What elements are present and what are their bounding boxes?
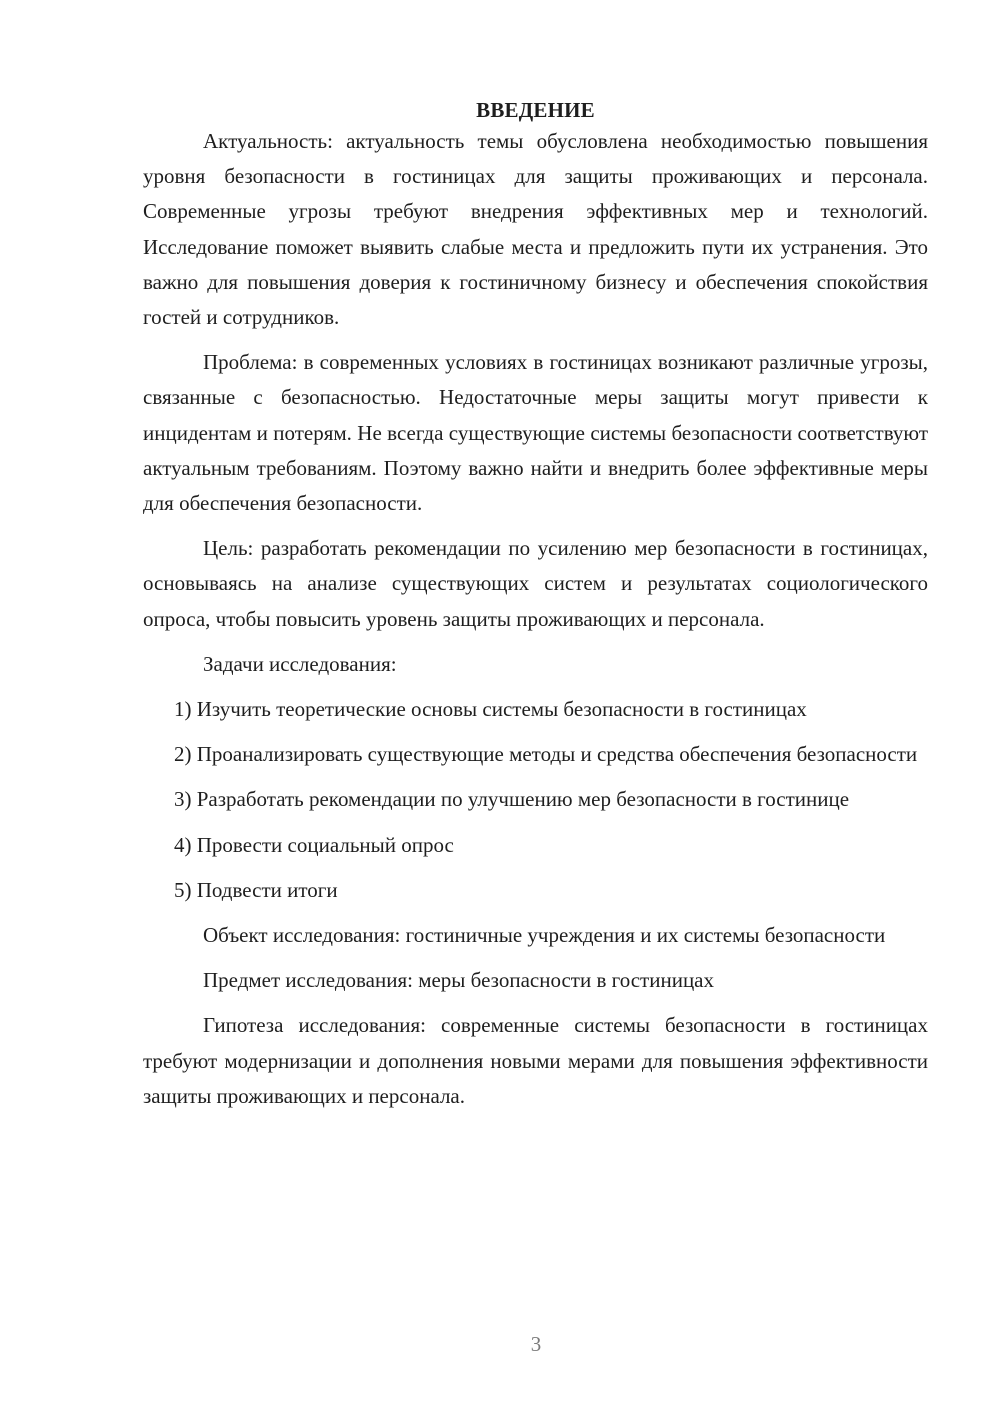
subject-paragraph: Предмет исследования: меры безопасности в гостиницах xyxy=(203,968,715,993)
page-title: ВВЕДЕНИЕ xyxy=(476,98,595,122)
task-item-4: 4) Провести социальный опрос xyxy=(174,832,454,857)
hypothesis-paragraph: Гипотеза исследования: современные системы безопасности в гостиницах требуют модернизации и дополнения новыми мерами для повышения эффективности защиты проживающих и персонала. xyxy=(143,1013,928,1108)
page-number: 3 xyxy=(530,1332,542,1356)
page-content xyxy=(143,94,928,1124)
object-paragraph: Объект исследования: гостиничные учреждения и их системы безопасности xyxy=(203,923,886,948)
task-item-2: 2) Проанализировать существующие методы и средства обеспечения безопасности xyxy=(174,742,918,767)
problem-paragraph: Проблема: в современных условиях в гостиницах возникают различные угрозы, связанные с безопасностью. Недостаточные меры защиты могут привести к инцидентам и потерям. Не всегда существующие системы безопасности соответствуют актуальным требованиям. Поэтому важно найти и внедрить более эффективные меры для обеспечения безопасности. xyxy=(143,350,928,516)
goal-paragraph: Цель: разработать рекомендации по усилению мер безопасности в гостиницах, основываясь на анализе существующих систем и результатах социологического опроса, чтобы повысить уровень защиты проживающих и персонала. xyxy=(143,536,928,631)
task-item-1: 1) Изучить теоретические основы системы безопасности в гостиницах xyxy=(174,697,807,722)
relevance-paragraph: Актуальность: актуальность темы обусловлена необходимостью повышения уровня безопасности в гостиницах для защиты проживающих и персонала. Современные угрозы требуют внедрения эффективных мер и технологий. Исследование поможет выявить слабые места и предложить пути их устранения. Это важно для повышения доверия к гостиничному бизнесу и обеспечения спокойствия гостей и сотрудников. xyxy=(143,129,928,330)
task-item-3: 3) Разработать рекомендации по улучшению мер безопасности в гостинице xyxy=(174,787,850,812)
tasks-heading: Задачи исследования: xyxy=(203,651,397,676)
task-item-5: 5) Подвести итоги xyxy=(174,877,338,902)
